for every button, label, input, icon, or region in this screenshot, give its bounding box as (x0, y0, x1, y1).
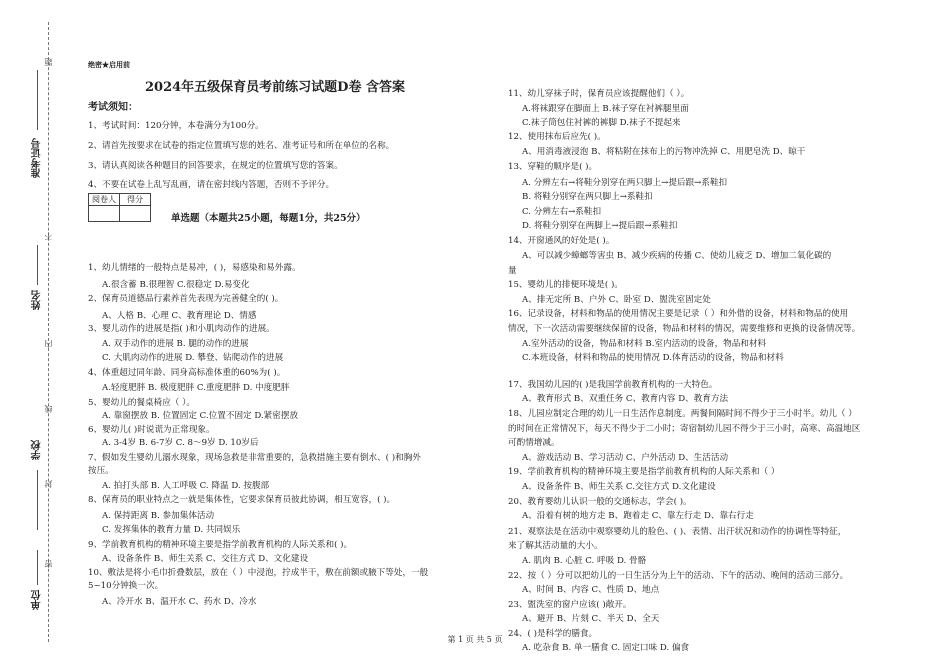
confidential-note: 绝密★启用前 (88, 60, 130, 69)
name-fill-line (37, 245, 38, 285)
answer-options: A. 3-4岁 B. 6-7岁 C. 8～9岁 D. 10岁后 (102, 438, 259, 448)
answer-options: A、避开 B、片刻 C、半天 D、全天 (522, 614, 660, 624)
reviewer-cell[interactable] (89, 206, 120, 222)
question-text: 7、假如发生婴幼儿溺水现象，现场急救是非常重要的，急救措施主要有倒水、( )和胸外 (88, 453, 421, 463)
question-text: 17、我国幼儿园的( )是我国学前教育机构的一大特色。 (508, 380, 718, 390)
page-footer: 第 1 页 共 5 页 (447, 635, 503, 644)
answer-options: C. 大肌肉动作的进展 D. 攀登、钻爬动作的进展 (102, 353, 284, 363)
question-text: 24、( )是科学的膳食。 (508, 629, 598, 639)
answer-options: C.袜子筒包住衬裤的裤脚 D.袜子不提起来 (522, 118, 681, 128)
question-text: 量 (508, 266, 517, 276)
question-text: 19、学前教育机构的精神环境主要是指学前教育机构的人际关系和（ ） (508, 467, 780, 477)
answer-options: A. 双手动作的进展 B. 腿的动作的进展 (102, 339, 249, 349)
question-text: 23、盥洗室的窗户应该( )敞开。 (508, 600, 632, 610)
question-text: 3、婴儿动作的进展是指( )和小肌肉动作的进展。 (88, 324, 275, 334)
page-title: 2024年五级保育员考前练习试题D卷 含答案 (145, 80, 405, 95)
question-text: 1、幼儿情绪的一般特点是易冲，( )，易感染和易外露。 (88, 263, 301, 273)
answer-options: D. 将鞋分别穿在两脚上→提后跟→系鞋扣 (522, 221, 678, 231)
question-text: 11、幼儿穿袜子时，保育员应该提醒他们（ ）。 (508, 89, 690, 99)
answer-options: A、排无定所 B、户外 C、卧室 D、盥洗室固定处 (522, 295, 711, 305)
binding-margin (0, 0, 60, 671)
answer-options: A、可以减少蟑螂等害虫 B、减少疾病的传播 C、使幼儿疲乏 D、增加二氧化碳的 (522, 251, 832, 261)
question-text: 情况，下一次活动需要继续保留的设备，物品和材料的情况，需要维修和更换的设备情况等。 (508, 324, 861, 334)
question-text: 9、学前教育机构的精神环境主要是指学前教育机构的人际关系和( )。 (88, 540, 353, 550)
answer-options: A、时间 B、内容 C、性质 D、地点 (522, 585, 660, 595)
question-text: 22、按（ ）分可以把幼儿的一日生活分为上午的活动、下午的活动、晚间的活动三部分。 (508, 571, 849, 581)
margin-tick-bu: 不 (44, 232, 53, 240)
answer-options: A. 吃杂食 B. 单一膳食 C. 固定口味 D. 偏食 (522, 643, 690, 653)
score-header: 得分 (120, 194, 151, 206)
question-text: 可酌情增减。 (508, 438, 560, 448)
margin-label-school: 学校 (32, 440, 43, 460)
unit-fill-line (37, 550, 38, 585)
answer-options: A、冷开水 B、温开水 C、药水 D、冷水 (102, 597, 257, 607)
answer-options: A、教育形式 B、双重任务 C、教育内容 D、教育方法 (522, 394, 729, 404)
answer-options: A.轻度肥胖 B. 极度肥胖 C.重度肥胖 D. 中度肥胖 (102, 383, 290, 393)
answer-options: A.将袜跟穿在脚面上 B.袜子穿在衬裤腿里面 (522, 104, 689, 114)
school-fill-line (37, 470, 38, 530)
instruction-item: 1、考试时间：120分钟，本卷满分为100分。 (88, 121, 264, 131)
question-text: 18、儿园应制定合理的幼儿一日生活作息制度。两餐间隔时间不得少于三小时半。幼儿（ ） (508, 409, 857, 419)
margin-label-unit: 单位 (32, 590, 43, 610)
margin-tick-ti: 题 (44, 58, 53, 66)
instructions-heading: 考试须知： (88, 102, 138, 113)
margin-tick-feng: 封 (44, 480, 53, 488)
question-text: 2、保育员道德品行素养首先表现为完善健全的( )。 (88, 294, 284, 304)
question-text: 来了解其活动量的大小。 (508, 541, 603, 551)
margin-tick-xian: 线 (44, 405, 53, 413)
question-text: 6、婴幼儿( )时说谎为正常现象。 (88, 425, 215, 435)
question-text: 15、婴幼儿的排便环境是( )。 (508, 280, 623, 290)
question-text: 14、开窗通风的好处是( )。 (508, 236, 615, 246)
answer-options: A. 靠窗摆放 B. 位置固定 C.位置不固定 D.紧密摆放 (102, 411, 299, 421)
question-text: 10、敷法是将小毛巾折叠数层，放在（ ）中浸泡，拧成半干，敷在前额或腋下等处，一般 (88, 568, 429, 578)
answer-options: A、设备条件 B、师生关系 C.交往方式 D.文化建设 (522, 482, 716, 492)
question-text: 12、使用抹布后应先( )。 (508, 132, 606, 142)
answer-options: A、设备条件 B、师生关系 C、交往方式 D、文化建设 (102, 554, 309, 564)
answer-options: A.很含蓄 B.很理智 C.很稳定 D.易变化 (102, 280, 250, 290)
margin-tick-mi: 密 (44, 560, 53, 568)
instruction-item: 3、请认真阅读各种题目的回答要求，在规定的位置填写您的答案。 (88, 161, 343, 171)
question-text: 4、体重超过同年龄、同身高标准体重的60%为( )。 (88, 368, 286, 378)
answer-options: A. 肌肉 B. 心脏 C. 呼吸 D. 骨骼 (522, 556, 647, 566)
instruction-item: 4、不要在试卷上乱写乱画，请在密封线内答题，否则不予评分。 (88, 180, 335, 190)
answer-options: A. 分辨左右→将鞋分别穿在两只脚上→提后跟→系鞋扣 (522, 178, 728, 188)
answer-options: C. 发挥集体的教育力量 D. 共同娱乐 (102, 525, 241, 535)
instruction-item: 2、请首先按要求在试卷的指定位置填写您的姓名、准考证号和所在单位的名称。 (88, 141, 395, 151)
margin-label-exam-number: 准考证号 (32, 138, 43, 178)
seal-dashed-line (48, 22, 49, 642)
answer-options: A、沿着有树的地方走 B、跑着走 C、靠左行走 D、靠右行走 (522, 511, 754, 521)
answer-options: A、游戏活动 B、学习活动 C、户外活动 D、生活活动 (522, 453, 729, 463)
exam-number-fill-line (37, 70, 38, 130)
score-table (88, 193, 151, 222)
question-text: 8、保育员的职业特点之一就是集体性，它要求保育员彼此协调，相互宽容，( )。 (88, 495, 396, 505)
answer-options: A.室外活动的设备，物品和材料 B.室内活动的设备，物品和材料 (522, 339, 767, 349)
question-text: 20、教育婴幼儿认识一般的交通标志，学会( )。 (508, 497, 692, 507)
reviewer-header: 阅卷人 (89, 194, 120, 206)
question-text: 13、穿鞋的顺序是( )。 (508, 162, 598, 172)
answer-options: A. 拍打头部 B. 人工呼吸 C. 降温 D. 按腹部 (102, 481, 270, 491)
question-text: 的时间在正常情况下，每天不得少于二小时；寄宿制幼儿园不得少于三小时，高寒、高温地区 (508, 424, 861, 434)
answer-options: A. 保持距离 B. 参加集体活动 (102, 511, 215, 521)
answer-options: B. 将鞋分别穿在两只脚上→系鞋扣 (522, 192, 653, 202)
score-cell[interactable] (120, 206, 151, 222)
question-text: 按压。 (88, 466, 114, 476)
answer-options: A、用消毒液浸泡 B、将粘附在抹布上的污物冲洗掉 C、用肥皂洗 D、晾干 (522, 147, 806, 157)
margin-tick-nei: 内 (44, 340, 53, 348)
margin-label-name: 姓名 (32, 290, 43, 310)
answer-options: C.本班设备，材料和物品的使用情况 D.体育活动的设备，物品和材料 (522, 353, 784, 363)
question-text: 5、婴幼儿的餐桌椅应（ ）。 (88, 398, 196, 408)
section-title: 单选题（本题共25小题，每题1分，共25分） (171, 213, 366, 224)
question-text: 5~10分钟换一次。 (88, 581, 164, 591)
answer-options: C. 分辨左右→系鞋扣 (522, 207, 602, 217)
question-text: 16、记录设备，材料和物品的使用情况主要是记录（ ）和外借的设备，材料和物品的使用 (508, 309, 849, 319)
answer-options: A、人格 B、心理 C、教育理论 D、情感 (102, 311, 257, 321)
question-text: 21、观察法是在活动中观察婴幼儿的脸色、( )、表情、出汗状况和动作的协调性等特征， (508, 527, 847, 537)
